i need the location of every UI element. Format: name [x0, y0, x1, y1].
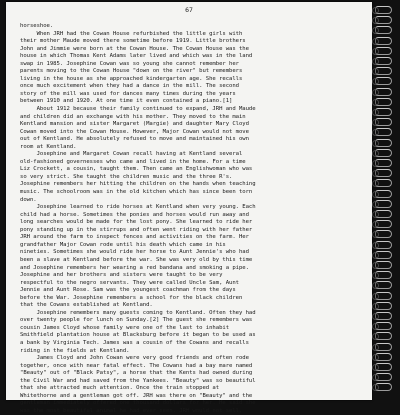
binding-coil: [372, 230, 392, 238]
text-line: that the Cowans established at Kentland.: [20, 302, 153, 309]
page-number: 67: [185, 6, 193, 14]
text-line: Kentland mansion and sister Margaret (Margie) and daughter Mary Cloyd: [20, 121, 249, 128]
text-line: Josephine learned to ride horses at Kentland when very young. Each: [20, 204, 256, 211]
text-line: music. The schoolroom was in the old kitchen which has since been torn: [20, 189, 253, 196]
text-line: Josephine remembers her hitting the children on the hands when teaching: [20, 181, 256, 188]
binding-coil: [372, 88, 392, 96]
text-line: between 1910 and 1920. At one time it even contained a piano.[1]: [20, 98, 233, 105]
binding-coil: [372, 108, 392, 116]
binding-coil: [372, 190, 392, 198]
text-line: long searches would be made for the lost pony. She learned to ride her: [20, 219, 253, 226]
text-line: the Civil War and had saved from the Yankees. "Beauty" was so beautiful: [20, 377, 256, 384]
binding-coil: [372, 179, 392, 187]
text-line: Smithfield plantation house at Blacksburg before it began to be used as: [20, 332, 256, 339]
binding-coil: [372, 57, 392, 65]
text-line: About 1912 because their family continued to expand, JRH and Maude: [20, 106, 256, 113]
text-line: old-fashioned governesses who came and lived in the home. For a time: [20, 158, 246, 165]
binding-coil: [372, 77, 392, 85]
text-line: a bank by Virginia Tech. James was a cousin of the Cowans and recalls: [20, 339, 249, 346]
binding-coil: [372, 98, 392, 106]
binding-coil: [372, 210, 392, 218]
text-line: and Josephine remembers her wearing a red bandana and smoking a pipe.: [20, 264, 249, 271]
text-line: pony standing up in the stirrups and often went riding with her father: [20, 226, 253, 233]
binding-coil: [372, 312, 392, 320]
text-line: JRH around the farm to inspect fences and activities on the farm. Her: [20, 234, 249, 241]
text-line: out of Kentland. He absolutely refused to move and maintained his own: [20, 136, 249, 143]
binding-coil: [372, 149, 392, 157]
text-line: child had a horse. Sometimes the ponies and horses would run away and: [20, 211, 249, 218]
text-line: Josephine and her brothers and sisters were taught to be very: [20, 272, 223, 279]
binding-coil: [372, 281, 392, 289]
binding-coil: [372, 159, 392, 167]
text-line: John and Jimmie were born at the Cowan House. The Cowan House was the: [20, 45, 249, 52]
binding-coil: [372, 251, 392, 259]
binding-coil: [372, 302, 392, 310]
text-line: living in the house as she approached kindergarten age. She recalls: [20, 75, 243, 82]
text-line: story of the mill was used for dances many times during the years: [20, 90, 236, 97]
binding-coil: [372, 47, 392, 55]
binding-coil: [372, 373, 392, 381]
text-line: once much excitement when they had a dance in the mill. The second: [20, 83, 239, 90]
text-line: was the most beautiful animal he had ever seen. JRH would not sell,: [20, 407, 243, 414]
binding-coil: [372, 343, 392, 351]
text-line: Jennie and Aunt Rose. Sam was the youngest coachman from the days: [20, 287, 236, 294]
text-line: nineties. Sometimes she would ride her horse to Aunt Jennie's who had: [20, 249, 249, 256]
text-line: Josephine remembers many guests coming to Kentland. Often they had: [20, 309, 256, 316]
text-line: Cowan moved into the Cowan House. However, Major Cowan would not move: [20, 128, 249, 135]
binding-coil: [372, 271, 392, 279]
text-line: swap in 1985. Josephine Cowan was so young she cannot remember her: [20, 60, 239, 67]
binding-coil: [372, 200, 392, 208]
text-line: cousin James Cloyd whose family were one of the last to inhabit: [20, 324, 230, 331]
binding-coil: [372, 139, 392, 147]
binding-coil: [372, 322, 392, 330]
text-line: horseshoe.: [20, 23, 54, 29]
text-line: over twenty people for lunch on Sunday.[2] The guest she remembers was: [20, 317, 253, 324]
text-line: room at Kentland.: [20, 143, 77, 150]
binding-coil: [372, 383, 392, 391]
binding-coil: [372, 67, 392, 75]
binding-coil: [372, 26, 392, 34]
text-line: that she attracted much attention. Once the train stopped at: [20, 385, 220, 392]
text-line: grandfather Major Cowan rode until his death which came in his: [20, 241, 226, 248]
text-line: house in which Thomas Kent Adams later lived and which was in the land: [20, 53, 253, 60]
text-line: When JRH had the Cowan House refurbished the little girls with: [20, 30, 243, 37]
text-line: Whitethorne and a gentleman got off. JRH was there on "Beauty" and the: [20, 392, 253, 399]
binding-coil: [372, 241, 392, 249]
text-line: Liz Crockett, a cousin, taught them. Then came an Englishwoman who was: [20, 166, 253, 173]
page-body-text: [20, 23, 356, 415]
text-line: Josephine and Margaret Cowan recall having at Kentland several: [20, 151, 243, 158]
text-line: James Cloyd and John Cowan were very good friends and often rode: [20, 355, 249, 362]
text-line: so very strict. She taught the children music and the three R's.: [20, 173, 233, 180]
binding-coil: [372, 292, 392, 300]
binding-coil: [372, 128, 392, 136]
text-line: before the War. Josephine remembers a school for the black children: [20, 294, 243, 301]
text-line: and children did an exchange with his mother. They moved to the main: [20, 113, 246, 120]
binding-coil: [372, 353, 392, 361]
text-line: been a slave at Kentland before the war. She was very old by this time: [20, 256, 253, 263]
text-line: down.: [20, 196, 37, 203]
text-line: together, once with near fatal effect. The Cowans had a bay mare named: [20, 362, 253, 369]
binding-coil: [372, 6, 392, 14]
binding-coil: [372, 332, 392, 340]
binding-coil: [372, 16, 392, 24]
text-line: gentleman immediately offered one thousand dollars for her. He said she: [20, 400, 256, 407]
binding-coil: [372, 37, 392, 45]
binding-coil: [372, 169, 392, 177]
binding-coil: [372, 363, 392, 371]
text-line: "Beauty" out of "Black Patsy", a horse that the Kents had owned during: [20, 370, 253, 377]
binding-coil: [372, 220, 392, 228]
binding-coil: [372, 118, 392, 126]
document-page: [6, 2, 372, 414]
text-line: their mother Maude moved there sometime before 1919. Little brothers: [20, 38, 246, 45]
text-line: respectful to the negro servants. They were called Uncle Sam, Aunt: [20, 279, 239, 286]
spiral-binding: [372, 6, 394, 396]
binding-coil: [372, 261, 392, 269]
text-line: riding in the fields at Kentland.: [20, 347, 130, 354]
text-line: parents moving to the Cowan House "down on the river" but remembers: [20, 68, 243, 75]
